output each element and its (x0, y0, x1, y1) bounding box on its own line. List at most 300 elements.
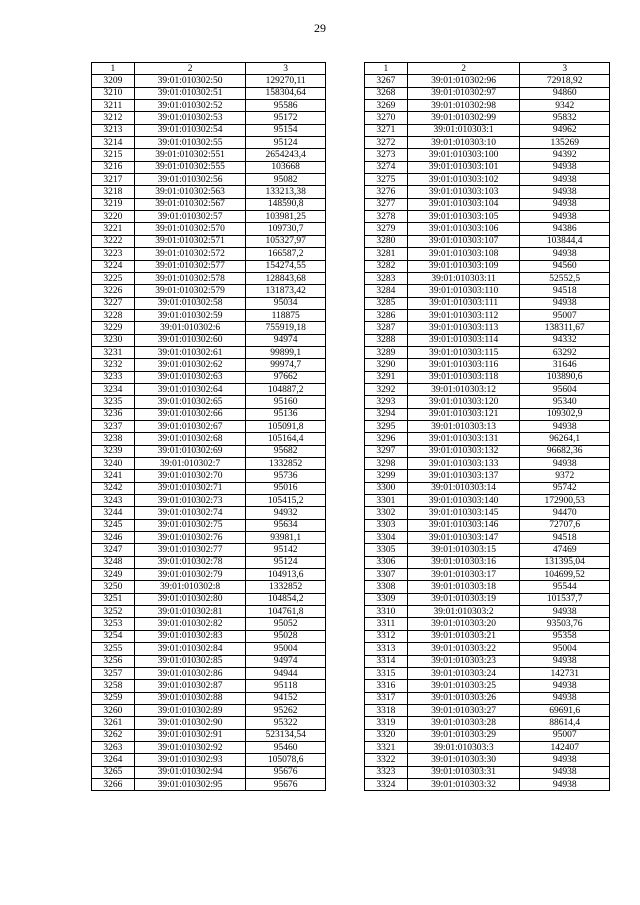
value-cell: 52552,5 (520, 272, 610, 284)
row-number-cell: 3283 (365, 272, 408, 284)
value-cell: 94938 (520, 161, 610, 173)
value-cell: 94560 (520, 260, 610, 272)
table-row (92, 75, 326, 87)
value-cell: 105078,6 (246, 754, 326, 766)
table-row (365, 655, 610, 667)
row-number-cell: 3223 (92, 248, 135, 260)
cadastral-number-cell: 39:01:010303:108 (407, 248, 520, 260)
cadastral-number-cell: 39:01:010303:133 (407, 458, 520, 470)
cadastral-number-cell: 39:01:010303:111 (407, 297, 520, 309)
table-row (365, 556, 610, 568)
table-row (365, 309, 610, 321)
row-number-cell: 3262 (92, 729, 135, 741)
value-cell: 128843,68 (246, 272, 326, 284)
row-number-cell: 3317 (365, 692, 408, 704)
cadastral-number-cell: 39:01:010302:69 (134, 445, 246, 457)
row-number-cell: 3264 (92, 754, 135, 766)
table-row (92, 334, 326, 346)
value-cell: 9342 (520, 100, 610, 112)
value-cell: 95007 (520, 729, 610, 741)
cadastral-number-cell: 39:01:010302:79 (134, 569, 246, 581)
cadastral-number-cell: 39:01:010303:12 (407, 383, 520, 395)
table-row (365, 433, 610, 445)
value-cell: 138311,67 (520, 322, 610, 334)
cadastral-number-cell: 39:01:010302:555 (134, 161, 246, 173)
row-number-cell: 3289 (365, 346, 408, 358)
value-cell: 142407 (520, 741, 610, 753)
table-row (365, 87, 610, 99)
cadastral-number-cell: 39:01:010302:579 (134, 285, 246, 297)
row-number-cell: 3251 (92, 593, 135, 605)
cadastral-number-cell: 39:01:010302:83 (134, 630, 246, 642)
row-number-cell: 3216 (92, 161, 135, 173)
value-cell: 94470 (520, 507, 610, 519)
table-row (365, 704, 610, 716)
value-cell: 755919,18 (246, 322, 326, 334)
table-row (92, 470, 326, 482)
row-number-cell: 3218 (92, 186, 135, 198)
value-cell: 94938 (520, 211, 610, 223)
value-cell: 31646 (520, 359, 610, 371)
table-row (365, 692, 610, 704)
value-cell: 94932 (246, 507, 326, 519)
value-cell: 95544 (520, 581, 610, 593)
table-row (365, 285, 610, 297)
row-number-cell: 3308 (365, 581, 408, 593)
value-cell: 94938 (520, 174, 610, 186)
value-cell: 105415,2 (246, 495, 326, 507)
value-cell: 94938 (520, 606, 610, 618)
cadastral-number-cell: 39:01:010302:84 (134, 643, 246, 655)
row-number-cell: 3239 (92, 445, 135, 457)
cadastral-number-cell: 39:01:010303:22 (407, 643, 520, 655)
table-row (365, 458, 610, 470)
value-cell: 103981,25 (246, 211, 326, 223)
value-cell: 158304,64 (246, 87, 326, 99)
row-number-cell: 3312 (365, 630, 408, 642)
table-row (92, 766, 326, 778)
cadastral-number-cell: 39:01:010303:15 (407, 544, 520, 556)
row-number-cell: 3215 (92, 149, 135, 161)
table-row (365, 75, 610, 87)
column-header: 3 (246, 63, 326, 75)
cadastral-number-cell: 39:01:010302:90 (134, 717, 246, 729)
row-number-cell: 3280 (365, 235, 408, 247)
row-number-cell: 3254 (92, 630, 135, 642)
value-cell: 94518 (520, 532, 610, 544)
value-cell: 95124 (246, 556, 326, 568)
value-cell: 95262 (246, 704, 326, 716)
cadastral-number-cell: 39:01:010303:140 (407, 495, 520, 507)
cadastral-number-cell: 39:01:010303:106 (407, 223, 520, 235)
row-number-cell: 3284 (365, 285, 408, 297)
value-cell: 94944 (246, 667, 326, 679)
table-row (365, 445, 610, 457)
table-row (92, 655, 326, 667)
cadastral-number-cell: 39:01:010303:112 (407, 309, 520, 321)
table-row (92, 211, 326, 223)
row-number-cell: 3230 (92, 334, 135, 346)
table-row (92, 137, 326, 149)
table-row (92, 297, 326, 309)
cadastral-number-cell: 39:01:010302:577 (134, 260, 246, 272)
row-number-cell: 3214 (92, 137, 135, 149)
table-row (92, 556, 326, 568)
row-number-cell: 3282 (365, 260, 408, 272)
value-cell: 172900,53 (520, 495, 610, 507)
table-row (92, 544, 326, 556)
cadastral-number-cell: 39:01:010302:567 (134, 198, 246, 210)
value-cell: 94938 (520, 420, 610, 432)
table-row (365, 544, 610, 556)
table-row (92, 272, 326, 284)
row-number-cell: 3224 (92, 260, 135, 272)
row-number-cell: 3257 (92, 667, 135, 679)
table-row (365, 643, 610, 655)
cadastral-number-cell: 39:01:010303:16 (407, 556, 520, 568)
value-cell: 101537,7 (520, 593, 610, 605)
row-number-cell: 3267 (365, 75, 408, 87)
table-row (365, 717, 610, 729)
table-row (365, 223, 610, 235)
table-row (92, 741, 326, 753)
value-cell: 95682 (246, 445, 326, 457)
value-cell: 95136 (246, 408, 326, 420)
cadastral-number-cell: 39:01:010303:18 (407, 581, 520, 593)
row-number-cell: 3226 (92, 285, 135, 297)
value-cell: 133213,38 (246, 186, 326, 198)
value-cell: 142731 (520, 667, 610, 679)
value-cell: 93981,1 (246, 532, 326, 544)
row-number-cell: 3256 (92, 655, 135, 667)
row-number-cell: 3258 (92, 680, 135, 692)
cadastral-number-cell: 39:01:010302:50 (134, 75, 246, 87)
value-cell: 95142 (246, 544, 326, 556)
table-row (365, 346, 610, 358)
row-number-cell: 3278 (365, 211, 408, 223)
cadastral-number-cell: 39:01:010302:59 (134, 309, 246, 321)
value-cell: 94938 (520, 754, 610, 766)
row-number-cell: 3294 (365, 408, 408, 420)
table-row (365, 359, 610, 371)
cadastral-number-cell: 39:01:010302:57 (134, 211, 246, 223)
value-cell: 95460 (246, 741, 326, 753)
table-row (365, 297, 610, 309)
cadastral-number-cell: 39:01:010302:94 (134, 766, 246, 778)
table-row (365, 593, 610, 605)
table-row (365, 729, 610, 741)
value-cell: 105164,4 (246, 433, 326, 445)
table-row (365, 272, 610, 284)
row-number-cell: 3243 (92, 495, 135, 507)
value-cell: 96682,36 (520, 445, 610, 457)
row-number-cell: 3270 (365, 112, 408, 124)
column-header: 3 (520, 63, 610, 75)
table-row (365, 371, 610, 383)
cadastral-number-cell: 39:01:010303:28 (407, 717, 520, 729)
table-row (365, 754, 610, 766)
column-header: 2 (407, 63, 520, 75)
value-cell: 95586 (246, 100, 326, 112)
value-cell: 103668 (246, 161, 326, 173)
cadastral-number-cell: 39:01:010302:76 (134, 532, 246, 544)
row-number-cell: 3277 (365, 198, 408, 210)
row-number-cell: 3217 (92, 174, 135, 186)
row-number-cell: 3247 (92, 544, 135, 556)
row-number-cell: 3292 (365, 383, 408, 395)
cadastral-number-cell: 39:01:010303:102 (407, 174, 520, 186)
value-cell: 95118 (246, 680, 326, 692)
cadastral-number-cell: 39:01:010302:73 (134, 495, 246, 507)
value-cell: 94392 (520, 149, 610, 161)
cadastral-number-cell: 39:01:010302:99 (407, 112, 520, 124)
cadastral-number-cell: 39:01:010302:7 (134, 458, 246, 470)
cadastral-number-cell: 39:01:010302:571 (134, 235, 246, 247)
row-number-cell: 3296 (365, 433, 408, 445)
row-number-cell: 3322 (365, 754, 408, 766)
cadastral-number-cell: 39:01:010302:63 (134, 371, 246, 383)
value-cell: 94386 (520, 223, 610, 235)
table-row (365, 766, 610, 778)
row-number-cell: 3291 (365, 371, 408, 383)
table-row (92, 643, 326, 655)
cadastral-number-cell: 39:01:010302:52 (134, 100, 246, 112)
value-cell: 95160 (246, 396, 326, 408)
row-number-cell: 3305 (365, 544, 408, 556)
cadastral-number-cell: 39:01:010302:91 (134, 729, 246, 741)
cadastral-number-cell: 39:01:010303:118 (407, 371, 520, 383)
table-row (365, 606, 610, 618)
cadastral-table-right (364, 62, 610, 791)
cadastral-number-cell: 39:01:010302:62 (134, 359, 246, 371)
value-cell: 95124 (246, 137, 326, 149)
cadastral-number-cell: 39:01:010302:98 (407, 100, 520, 112)
row-number-cell: 3307 (365, 569, 408, 581)
table-row (92, 754, 326, 766)
value-cell: 95082 (246, 174, 326, 186)
cadastral-number-cell: 39:01:010302:95 (134, 778, 246, 790)
cadastral-number-cell: 39:01:010302:74 (134, 507, 246, 519)
table-row (92, 507, 326, 519)
cadastral-number-cell: 39:01:010302:64 (134, 383, 246, 395)
cadastral-number-cell: 39:01:010303:115 (407, 346, 520, 358)
row-number-cell: 3255 (92, 643, 135, 655)
cadastral-number-cell: 39:01:010303:137 (407, 470, 520, 482)
value-cell: 109302,9 (520, 408, 610, 420)
row-number-cell: 3221 (92, 223, 135, 235)
cadastral-number-cell: 39:01:010303:27 (407, 704, 520, 716)
value-cell: 95154 (246, 124, 326, 136)
table-row (92, 235, 326, 247)
page-number: 29 (314, 21, 326, 35)
value-cell: 104761,8 (246, 606, 326, 618)
table-row (92, 124, 326, 136)
row-number-cell: 3252 (92, 606, 135, 618)
value-cell: 94938 (520, 680, 610, 692)
table-row (92, 346, 326, 358)
value-cell: 94938 (520, 458, 610, 470)
row-number-cell: 3259 (92, 692, 135, 704)
table-row (92, 692, 326, 704)
table-header-row (92, 63, 326, 75)
cadastral-number-cell: 39:01:010303:120 (407, 396, 520, 408)
row-number-cell: 3309 (365, 593, 408, 605)
value-cell: 135269 (520, 137, 610, 149)
cadastral-number-cell: 39:01:010302:572 (134, 248, 246, 260)
row-number-cell: 3253 (92, 618, 135, 630)
table-row (365, 630, 610, 642)
value-cell: 148590,8 (246, 198, 326, 210)
cadastral-number-cell: 39:01:010302:58 (134, 297, 246, 309)
row-number-cell: 3241 (92, 470, 135, 482)
value-cell: 118875 (246, 309, 326, 321)
value-cell: 95832 (520, 112, 610, 124)
table-row (92, 729, 326, 741)
table-row (365, 532, 610, 544)
row-number-cell: 3211 (92, 100, 135, 112)
value-cell: 166587,2 (246, 248, 326, 260)
value-cell: 95034 (246, 297, 326, 309)
table-row (365, 161, 610, 173)
value-cell: 95736 (246, 470, 326, 482)
cadastral-number-cell: 39:01:010302:68 (134, 433, 246, 445)
table-row (92, 482, 326, 494)
row-number-cell: 3234 (92, 383, 135, 395)
row-number-cell: 3269 (365, 100, 408, 112)
value-cell: 94152 (246, 692, 326, 704)
cadastral-number-cell: 39:01:010302:88 (134, 692, 246, 704)
table-row (92, 593, 326, 605)
cadastral-number-cell: 39:01:010303:131 (407, 433, 520, 445)
cadastral-number-cell: 39:01:010302:81 (134, 606, 246, 618)
table-row (365, 741, 610, 753)
row-number-cell: 3272 (365, 137, 408, 149)
row-number-cell: 3315 (365, 667, 408, 679)
row-number-cell: 3233 (92, 371, 135, 383)
cadastral-number-cell: 39:01:010302:87 (134, 680, 246, 692)
table-row (365, 186, 610, 198)
row-number-cell: 3232 (92, 359, 135, 371)
row-number-cell: 3237 (92, 420, 135, 432)
row-number-cell: 3266 (92, 778, 135, 790)
cadastral-number-cell: 39:01:010303:113 (407, 322, 520, 334)
value-cell: 47469 (520, 544, 610, 556)
table-row (365, 495, 610, 507)
row-number-cell: 3219 (92, 198, 135, 210)
value-cell: 94860 (520, 87, 610, 99)
cadastral-number-cell: 39:01:010303:29 (407, 729, 520, 741)
value-cell: 94938 (520, 198, 610, 210)
row-number-cell: 3285 (365, 297, 408, 309)
cadastral-number-cell: 39:01:010302:563 (134, 186, 246, 198)
value-cell: 95676 (246, 766, 326, 778)
value-cell: 95604 (520, 383, 610, 395)
value-cell: 94938 (520, 186, 610, 198)
cadastral-number-cell: 39:01:010303:2 (407, 606, 520, 618)
row-number-cell: 3276 (365, 186, 408, 198)
row-number-cell: 3300 (365, 482, 408, 494)
value-cell: 93503,76 (520, 618, 610, 630)
cadastral-number-cell: 39:01:010302:70 (134, 470, 246, 482)
cadastral-number-cell: 39:01:010302:54 (134, 124, 246, 136)
cadastral-number-cell: 39:01:010303:103 (407, 186, 520, 198)
cadastral-number-cell: 39:01:010303:3 (407, 741, 520, 753)
value-cell: 129270,11 (246, 75, 326, 87)
value-cell: 72918,92 (520, 75, 610, 87)
table-row (365, 198, 610, 210)
cadastral-number-cell: 39:01:010303:107 (407, 235, 520, 247)
cadastral-number-cell: 39:01:010303:13 (407, 420, 520, 432)
value-cell: 95322 (246, 717, 326, 729)
row-number-cell: 3261 (92, 717, 135, 729)
row-number-cell: 3240 (92, 458, 135, 470)
cadastral-number-cell: 39:01:010302:80 (134, 593, 246, 605)
table-row (92, 100, 326, 112)
value-cell: 1332852 (246, 458, 326, 470)
row-number-cell: 3301 (365, 495, 408, 507)
cadastral-number-cell: 39:01:010303:14 (407, 482, 520, 494)
table-row (92, 680, 326, 692)
value-cell: 104887,2 (246, 383, 326, 395)
table-row (92, 396, 326, 408)
value-cell: 94938 (520, 655, 610, 667)
table-row (92, 458, 326, 470)
cadastral-number-cell: 39:01:010302:93 (134, 754, 246, 766)
row-number-cell: 3225 (92, 272, 135, 284)
row-number-cell: 3302 (365, 507, 408, 519)
table-row (365, 778, 610, 790)
value-cell: 9372 (520, 470, 610, 482)
value-cell: 94938 (520, 248, 610, 260)
row-number-cell: 3316 (365, 680, 408, 692)
table-row (92, 260, 326, 272)
table-row (365, 260, 610, 272)
row-number-cell: 3222 (92, 235, 135, 247)
value-cell: 94938 (520, 778, 610, 790)
cadastral-number-cell: 39:01:010302:71 (134, 482, 246, 494)
table-row (365, 322, 610, 334)
column-header: 2 (134, 63, 246, 75)
table-row (92, 433, 326, 445)
row-number-cell: 3235 (92, 396, 135, 408)
table-row (92, 420, 326, 432)
table-row (92, 581, 326, 593)
row-number-cell: 3236 (92, 408, 135, 420)
row-number-cell: 3298 (365, 458, 408, 470)
value-cell: 1332852 (246, 581, 326, 593)
value-cell: 94962 (520, 124, 610, 136)
row-number-cell: 3310 (365, 606, 408, 618)
table-row (92, 309, 326, 321)
value-cell: 88614,4 (520, 717, 610, 729)
row-number-cell: 3311 (365, 618, 408, 630)
cadastral-number-cell: 39:01:010303:20 (407, 618, 520, 630)
value-cell: 63292 (520, 346, 610, 358)
cadastral-number-cell: 39:01:010303:146 (407, 519, 520, 531)
value-cell: 94518 (520, 285, 610, 297)
cadastral-number-cell: 39:01:010302:551 (134, 149, 246, 161)
table-row (365, 174, 610, 186)
cadastral-number-cell: 39:01:010302:6 (134, 322, 246, 334)
table-row (92, 174, 326, 186)
cadastral-number-cell: 39:01:010303:31 (407, 766, 520, 778)
table-row (365, 667, 610, 679)
cadastral-number-cell: 39:01:010302:578 (134, 272, 246, 284)
table-row (92, 495, 326, 507)
table-row (365, 235, 610, 247)
table-row (365, 248, 610, 260)
cadastral-number-cell: 39:01:010302:92 (134, 741, 246, 753)
